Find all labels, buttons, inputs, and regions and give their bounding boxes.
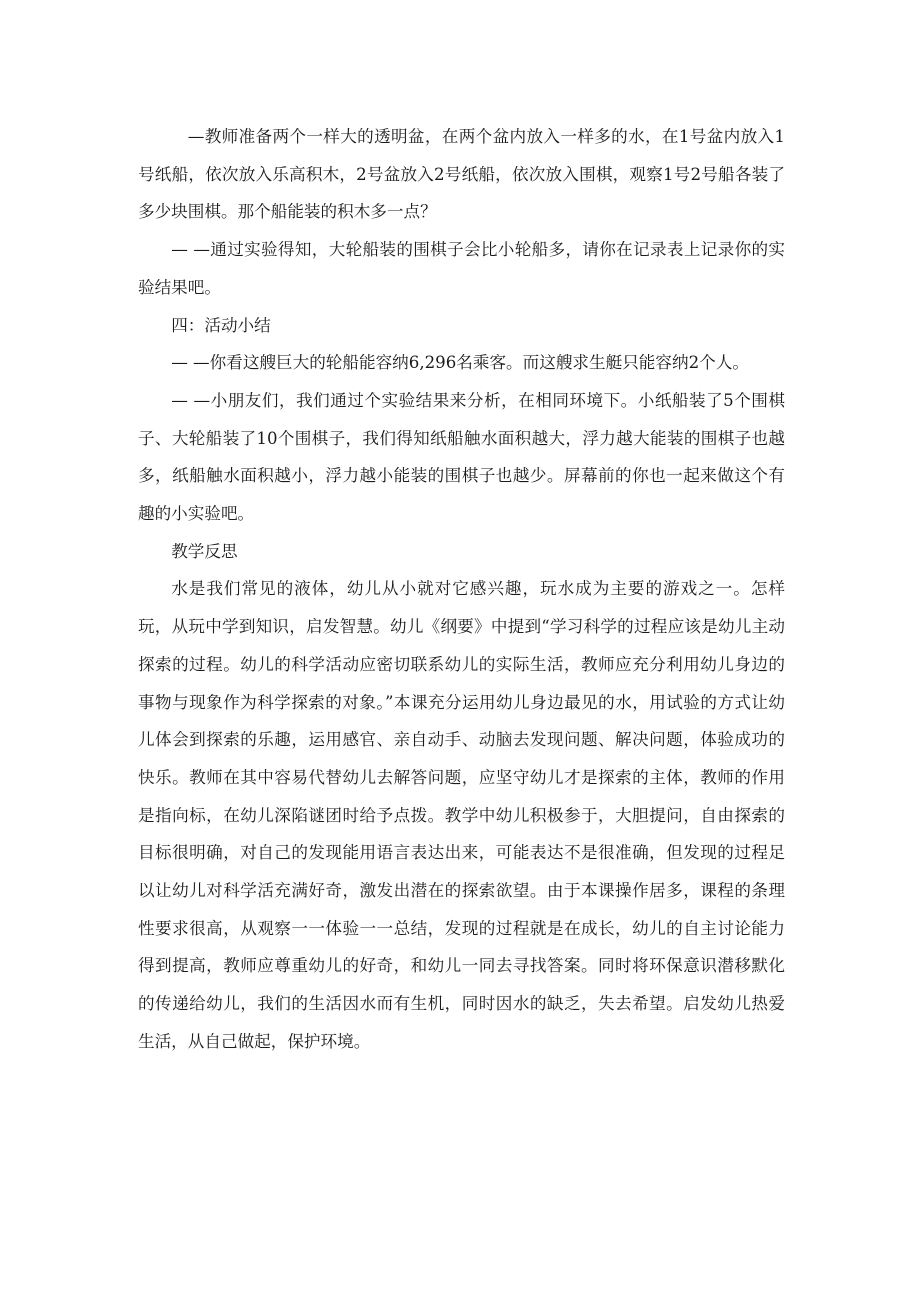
- paragraph-analysis: — —小朋友们，我们通过个实验结果来分析，在相同环境下。小纸船装了5个围棋子、大轮船装了10个围棋子，我们得知纸船触水面积越大，浮力越大能装的围棋子也越多，纸船触水面积越小，浮力越小能装的围棋子也越少。屏幕前的你也一起来做这个有趣的小实验吧。: [138, 390, 785, 524]
- document-body: [138, 118, 785, 1061]
- paragraph-reflection: 水是我们常见的液体，幼儿从小就对它感兴趣，玩水成为主要的游戏之一。怎样玩，从玩中学到知识，启发智慧。幼儿《纲要》中提到“学习科学的过程应该是幼儿主动探索的过程。幼儿的科学活动应密切联系幼儿的实际生活，教师应充分利用幼儿身边的事物与现象作为科学探索的对象。”本课充分运用幼儿身边最见的水，用试验的方式让幼儿体会到探索的乐趣，运用感官、亲自动手、动脑去发现问题、解决问题，体验成功的快乐。教师在其中容易代替幼儿去解答问题，应坚守幼儿才是探索的主体，教师的作用是指向标，在幼儿深陷谜团时给予点拨。教学中幼儿积极参于，大胆提问，自由探索的目标很明确，对自己的发现能用语言表达出来，可能表达不是很准确，但发现的过程足以让幼儿对科学活充满好奇，激发出潜在的探索欲望。由于本课操作居多，课程的条理性要求很高，从观察一一体验一一总结，发现的过程就是在成长，幼儿的自主讨论能力得到提高，教师应尊重幼儿的好奇，和幼儿一同去寻找答案。同时将环保意识潜移默化的传递给幼儿，我们的生活因水而有生机，同时因水的缺乏，失去希望。启发幼儿热爱生活，从自己做起，保护环境。: [138, 579, 785, 1051]
- paragraph-experiment-setup: —教师准备两个一样大的透明盆，在两个盆内放入一样多的水，在1号盆内放入1号纸船，依次放入乐高积木，2号盆放入2号纸船，依次放入围棋，观察1号2号船各装了多少块围棋。那个船能装的积木多一点？: [138, 127, 785, 222]
- paragraph-ship-capacity: — —你看这艘巨大的轮船能容纳6,296名乘客。而这艘求生艇只能容纳2个人。: [171, 353, 749, 373]
- paragraph-experiment-result: — —通过实验得知，大轮船装的围棋子会比小轮船多，请你在记录表上记录你的实验结果吧。: [138, 240, 785, 297]
- section-heading-summary: 四：活动小结: [171, 315, 271, 335]
- section-heading-reflection: 教学反思: [171, 541, 238, 561]
